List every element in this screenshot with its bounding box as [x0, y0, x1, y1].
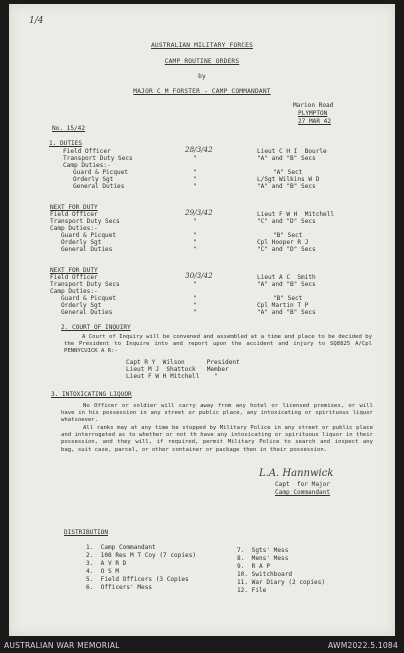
ditto-mark: "	[193, 246, 197, 253]
duty-role: General Duties	[61, 309, 113, 316]
duty-date: 29/3/42	[185, 208, 213, 217]
duty-role: Guard & Picquet	[73, 169, 129, 176]
document-subtitle: CAMP ROUTINE ORDERS	[164, 58, 240, 65]
duty-role: Guard & Picquet	[61, 295, 117, 302]
duty-role: Camp Duties:-	[50, 225, 98, 232]
duty-assignee: "A" and "B" Secs	[257, 281, 316, 288]
order-date: 27 MAR 42	[298, 118, 332, 125]
duty-heading: NEXT FOR DUTY	[50, 267, 98, 274]
liquor-paragraph-2: All ranks may at any time be stopped by Military Police in any street or public place and interrogated as to whether or not th have any intoxicating or spirituous liquor in their possession, and they will, if required, permit Military Police to search and inspect any bag, suit case, parcel, or other container or package then in their possession.	[61, 425, 373, 453]
ditto-mark: "	[193, 183, 197, 190]
duty-date: 30/3/42	[185, 271, 213, 280]
distribution-item: 9. R A P	[237, 563, 271, 570]
distribution-item: 12. File	[237, 587, 267, 594]
duty-role: Guard & Picquet	[61, 232, 117, 239]
ditto-mark: "	[193, 218, 197, 225]
archive-footer	[0, 638, 404, 653]
duty-assignee: Lieut C H I Bourle	[257, 148, 327, 155]
distribution-item: 3. A V R D	[86, 560, 127, 567]
court-text: A Court of Inquiry will be convened and assembled at a time and place to be decided by the President to Inquire into and report upon the accident and injury to SQ8825 A/Cpl PENNYCUICK A R:-	[64, 334, 372, 355]
duty-assignee: "A" Sect	[273, 169, 303, 176]
distribution-item: 10. Switchboard	[237, 571, 293, 578]
ditto-mark: "	[193, 169, 197, 176]
document-page	[9, 4, 395, 636]
duty-assignee: "A" and "B" Secs	[257, 183, 316, 190]
ditto-mark: "	[193, 176, 197, 183]
document-title: AUSTRALIAN MILITARY FORCES	[150, 42, 254, 49]
signature-rank: Capt for Major	[275, 481, 331, 488]
court-heading: 2. COURT OF INQUIRY	[61, 324, 131, 331]
liquor-heading: 3. INTOXICATING LIQUOR	[51, 391, 132, 398]
duty-role: Camp Duties:-	[50, 288, 98, 295]
ditto-mark: "	[193, 309, 197, 316]
duty-role: Orderly Sgt	[73, 176, 114, 183]
duty-role: Camp Duties:-	[63, 162, 111, 169]
duty-assignee: "A" and "B" Secs	[257, 309, 316, 316]
duty-role: General Duties	[73, 183, 125, 190]
duty-role: General Duties	[61, 246, 113, 253]
corner-annotation: 1/4	[29, 16, 44, 26]
order-number: No. 15/42	[52, 125, 86, 132]
duty-assignee: L/Sgt Wilkins W D	[257, 176, 320, 183]
ditto-mark: "	[193, 281, 197, 288]
duty-assignee: "C" and "D" Secs	[257, 218, 316, 225]
distribution-item: 6. Officers' Mess	[86, 584, 153, 591]
duty-role: Transport Duty Secs	[50, 281, 120, 288]
distribution-item: 1. Camp Commandant	[86, 544, 156, 551]
footer-reference: AWM2022.5.1084	[328, 641, 398, 650]
duty-assignee: Lieut F W H Mitchell	[257, 211, 335, 218]
duty-heading: NEXT FOR DUTY	[50, 204, 98, 211]
ditto-mark: "	[193, 295, 197, 302]
duty-assignee: "A" and "B" Secs	[257, 155, 316, 162]
footer-institution: AUSTRALIAN WAR MEMORIAL	[4, 641, 120, 650]
distribution-item: 4. O S M	[86, 568, 120, 575]
ditto-mark: "	[193, 155, 197, 162]
author-line: MAJOR C M FORSTER - CAMP COMMANDANT	[133, 88, 271, 95]
duty-assignee: "C" and "D" Secs	[257, 246, 316, 253]
duty-assignee: "B" Sect	[273, 232, 303, 239]
ditto-mark: "	[193, 302, 197, 309]
duty-assignee: Lieut A C Smith	[257, 274, 316, 281]
signature: L.A. Hannwick	[259, 468, 334, 479]
distribution-item: 5. Field Officers (3 Copies	[86, 576, 189, 583]
location-line-2: PLYMPTON	[298, 110, 328, 117]
signature-title: Camp Commandant	[275, 489, 331, 496]
distribution-item: 7. Sgts' Mess	[237, 547, 289, 554]
duty-date: 28/3/42	[185, 145, 213, 154]
court-member: Capt R Y Wilson President	[126, 359, 240, 366]
duty-assignee: Cpl Hooper R J	[257, 239, 309, 246]
duty-role: Transport Duty Secs	[50, 218, 120, 225]
duty-assignee: "B" Sect	[273, 295, 303, 302]
distribution-item: 11. War Diary (2 copies)	[237, 579, 326, 586]
location-line-1: Marion Road	[293, 102, 334, 109]
ditto-mark: "	[193, 239, 197, 246]
duty-role: Field Officer	[63, 148, 111, 155]
duty-heading: 1. DUTIES	[49, 140, 83, 147]
by-line: by	[198, 73, 206, 80]
ditto-mark: "	[193, 232, 197, 239]
duty-role: Field Officer	[50, 211, 98, 218]
duty-assignee: Cpl Martin T P	[257, 302, 309, 309]
distribution-heading: DISTRIBUTION	[64, 529, 109, 536]
court-member: Lieut F W H Mitchell "	[126, 373, 218, 380]
court-member: Lieut M J Shattock Member	[126, 366, 229, 373]
duty-role: Orderly Sgt	[61, 302, 102, 309]
duty-role: Field Officer	[50, 274, 98, 281]
duty-role: Orderly Sgt	[61, 239, 102, 246]
liquor-paragraph-1: No Officer or soldier will carry away from any hotel or licensed premises, or will have in his possession in any street or public place, any intoxicating or spirituous liquor whatsoever.	[61, 403, 373, 424]
distribution-item: 2. 108 Res M T Coy (7 copies)	[86, 552, 197, 559]
duty-role: Transport Duty Secs	[63, 155, 133, 162]
distribution-item: 8. Mens' Mess	[237, 555, 289, 562]
